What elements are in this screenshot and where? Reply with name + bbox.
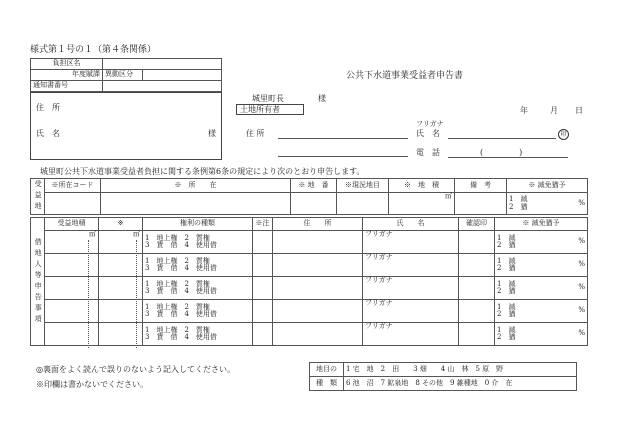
notice-number-label: 通知書番号 [31, 81, 103, 92]
t1-location-cell[interactable] [101, 193, 291, 215]
note-read-back: ◎裏面をよく読んで誤りのないよう記入してください。 [36, 365, 235, 374]
t2-header-note: ※注 [253, 218, 273, 231]
t2-name-cell[interactable]: フリガナ [363, 323, 459, 346]
landowner-label: 土地所有者 [240, 105, 280, 114]
t2-confirm-cell[interactable] [459, 254, 495, 277]
phone-line[interactable] [448, 157, 568, 158]
t2-percent: % [525, 300, 588, 323]
t2-note-cell[interactable] [253, 323, 273, 346]
area-guide [88, 240, 89, 348]
phone-label: 電 話 [416, 148, 440, 157]
t2-address-cell[interactable] [273, 277, 363, 300]
land-types-row-2: 6 池 沼 7 鉱泉地 8 その他 9 雑種地 0 介 在 [344, 377, 577, 391]
table-row [31, 277, 588, 300]
t2-area-cell[interactable] [45, 323, 99, 346]
burden-area-value[interactable] [103, 59, 222, 70]
t2-name-cell[interactable]: フリガナ [363, 231, 459, 254]
t2-confirm-cell[interactable] [459, 277, 495, 300]
t2-exempt-options[interactable]: 1 減 2 猶 [495, 231, 525, 254]
fiscal-year-label: 年度賦課 [31, 70, 103, 81]
intro-text: 城里町公共下水道事業受益者負担に関する条例第6条の規定により次のとおり申告します。 [40, 167, 365, 176]
seal-icon: 印 [558, 129, 569, 140]
t2-confirm-cell[interactable] [459, 231, 495, 254]
t1-exempt-options[interactable]: 1 減 2 猶 [507, 193, 537, 215]
mayor-honorific: 様 [318, 94, 326, 103]
t2-rights-cell[interactable]: 1 地上権 2 質権 3 賃 借 4 使用借 [143, 323, 253, 346]
t1-header-exemption: ※ 減免猶予 [507, 179, 588, 193]
t2-header-name: 氏 名 [363, 218, 459, 231]
t2-area-cell[interactable] [45, 277, 99, 300]
t2-mark-cell[interactable]: ㎡ [99, 231, 143, 254]
furigana-label: フリガナ [416, 120, 444, 128]
t2-name-cell[interactable]: フリガナ [363, 300, 459, 323]
t1-code-cell[interactable] [45, 193, 101, 215]
admin-table [30, 58, 222, 92]
t2-percent: % [525, 254, 588, 277]
t1-header-lot: ※ 地 番 [291, 179, 337, 193]
table-row [31, 231, 588, 254]
t2-percent: % [525, 231, 588, 254]
t2-rights-cell[interactable]: 1 地上権 2 質権 3 賃 借 4 使用借 [143, 231, 253, 254]
change-type-value[interactable] [143, 70, 222, 81]
t2-address-cell[interactable] [273, 323, 363, 346]
date-year: 年 [520, 106, 528, 115]
applicant-address-line[interactable] [278, 138, 408, 139]
benefit-land-side-label: 受益地 [31, 179, 45, 215]
table-row [31, 254, 588, 277]
mayor-label: 城里町長 [252, 94, 284, 103]
area-unit: ㎡ [445, 192, 452, 200]
change-type-label: 異動区分 [103, 70, 143, 81]
applicant-name-line[interactable] [448, 138, 556, 139]
applicant-address-label: 住 所 [246, 129, 265, 138]
lessee-table [30, 217, 588, 346]
benefit-land-table [30, 178, 588, 215]
t2-address-cell[interactable] [273, 300, 363, 323]
t1-lot-cell[interactable] [291, 193, 337, 215]
t1-header-remarks: 備 考 [455, 179, 507, 193]
land-types-label-2: 種 類 [310, 377, 344, 391]
t2-note-cell[interactable] [253, 300, 273, 323]
t2-note-cell[interactable] [253, 231, 273, 254]
t2-header-confirm: 確認印 [459, 218, 495, 231]
t2-confirm-cell[interactable] [459, 323, 495, 346]
t2-name-cell[interactable]: フリガナ [363, 277, 459, 300]
table-row [31, 323, 588, 346]
t2-rights-cell[interactable]: 1 地上権 2 質権 3 賃 借 4 使用借 [143, 254, 253, 277]
date-month: 月 [550, 106, 558, 115]
recipient-name-label: 氏 名 [36, 129, 60, 138]
t1-header-area: ※ 地 積 [389, 179, 455, 193]
t2-exempt-options[interactable]: 1 減 2 猶 [495, 323, 525, 346]
t1-area-cell[interactable] [389, 193, 455, 215]
t2-header-rights: 権利の種類 [143, 218, 253, 231]
land-types-label-1: 地目の [310, 363, 344, 377]
recipient-honorific: 様 [208, 129, 216, 138]
t2-note-cell[interactable] [253, 254, 273, 277]
t1-header-location: ※ 所 在 [101, 179, 291, 193]
applicant-address-line-2[interactable] [278, 156, 408, 157]
form-number: 様式第１号の１（第４条関係） [30, 45, 157, 55]
t1-percent: % [537, 193, 588, 215]
t1-header-land-use: ※現況地目 [337, 179, 389, 193]
t1-header-code: ※所在コード [45, 179, 101, 193]
mark-guide [136, 240, 137, 348]
t2-name-cell[interactable]: フリガナ [363, 254, 459, 277]
table-row [31, 300, 588, 323]
recipient-address-label: 住 所 [36, 103, 60, 112]
notice-number-value[interactable] [103, 81, 222, 92]
t2-address-cell[interactable] [273, 254, 363, 277]
t2-header-address: 住 所 [273, 218, 363, 231]
t2-exempt-options[interactable]: 1 減 2 猶 [495, 300, 525, 323]
t2-header-mark: ※ [99, 218, 143, 231]
t2-percent: % [525, 323, 588, 346]
date-day: 日 [575, 106, 583, 115]
t2-area-cell[interactable] [45, 300, 99, 323]
lessee-side-label: 借地人等申告事項 [31, 218, 45, 346]
t2-address-cell[interactable] [273, 231, 363, 254]
phone-parens: ( ) [480, 148, 526, 157]
t2-area-cell[interactable] [45, 254, 99, 277]
t2-area-cell[interactable]: ㎡ [45, 231, 99, 254]
burden-area-label: 負担区名 [31, 59, 103, 70]
t2-note-cell[interactable] [253, 277, 273, 300]
t2-header-exemption: ※ 減免猶予 [495, 218, 588, 231]
t2-rights-cell[interactable]: 1 地上権 2 質権 3 賃 借 4 使用借 [143, 277, 253, 300]
t2-exempt-options[interactable]: 1 減 2 猶 [495, 277, 525, 300]
applicant-name-label: 氏 名 [416, 129, 440, 138]
t1-land-use-cell[interactable] [337, 193, 389, 215]
note-do-not-fill: ※印欄は書かないでください。 [36, 380, 148, 389]
document-title: 公共下水道事業受益者申告書 [346, 71, 464, 81]
t2-percent: % [525, 277, 588, 300]
t2-rights-cell[interactable]: 1 地上権 2 質権 3 賃 借 4 使用借 [143, 300, 253, 323]
land-types-row-1: 1 宅 地 2 田 3 畑 4 山 林 5 原 野 [344, 363, 577, 377]
t2-confirm-cell[interactable] [459, 300, 495, 323]
t2-exempt-options[interactable]: 1 減 2 猶 [495, 254, 525, 277]
t2-header-area: 受益地積 [45, 218, 99, 231]
land-types-table [309, 362, 577, 391]
t1-remarks-cell[interactable] [455, 193, 507, 215]
